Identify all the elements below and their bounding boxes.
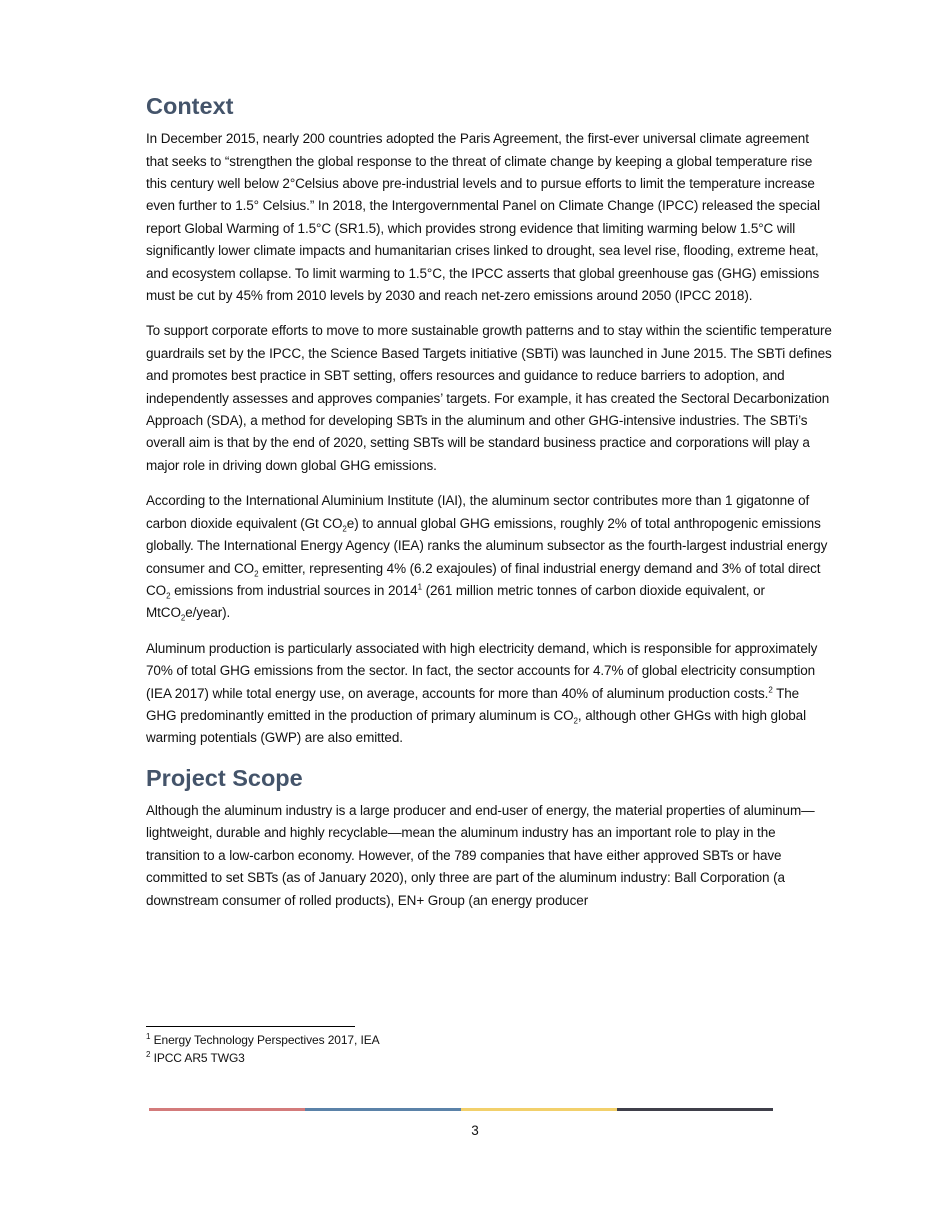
document-body: [146, 92, 832, 925]
paragraph: According to the International Aluminium Institute (IAI), the aluminum sector contributes more than 1 gigatonne of carbon dioxide equivalent (Gt $CO_2e$) to annual global GHG emissions, roughly 2% of total anthropogenic emissions globally. The International Energy Agency (IEA) ranks the aluminum subsector as the fourth-largest industrial energy consumer and $CO_2$ emitter, representing 4% (6.2 exajoules) of final industrial energy demand and 3% of total direct $CO_2$ emissions from industrial sources in 2014$^1$ (261 million metric tonnes of carbon dioxide equivalent, or MtCO$_2$e/year).: [146, 493, 828, 623]
color-segment: [305, 1108, 461, 1111]
paragraph: In December 2015, nearly 200 countries adopted the Paris Agreement, the first-ever universal climate agreement that seeks to “strengthen the global response to the threat of climate change by keeping a global temperature rise this century well below 2°Celsius above pre-industrial levels and to pursue efforts to limit the temperature increase even further to 1.5° Celsius.” In 2018, the Intergovernmental Panel on Climate Change (IPCC) released the special report Global Warming of 1.5°C (SR1.5), which provides strong evidence that limiting warming below 1.5°C will significantly lower climate impacts and humanitarian crises linked to drought, sea level rise, flooding, extreme heat, and ecosystem collapse. To limit warming to 1.5°C, the IPCC asserts that global greenhouse gas (GHG) emissions must be cut by 45% from 2010 levels by 2030 and reach net-zero emissions around 2050 (IPCC 2018).: [146, 131, 820, 304]
color-segment: [149, 1108, 305, 1111]
footnotes: [146, 1026, 832, 1067]
paragraph: Although the aluminum industry is a large producer and end-user of energy, the material properties of aluminum—lightweight, durable and highly recyclable—mean the aluminum industry has an important role to play in the transition to a low-carbon economy. However, of the 789 companies that have either approved SBTs or have committed to set SBTs (as of January 2020), only three are part of the aluminum industry: Ball Corporation (a downstream consumer of rolled products), EN+ Group (an energy producer: [146, 802, 815, 908]
footnote-divider: [146, 1026, 355, 1027]
color-segment: [461, 1108, 617, 1111]
section-heading: Context: [146, 93, 234, 119]
section-heading: Project Scope: [146, 764, 303, 791]
paragraph: Aluminum production is particularly associated with high electricity demand, which is responsible for approximately 70% of total GHG emissions from the sector. In fact, the sector accounts for 4.7% of global electricity consumption (IEA 2017) while total energy use, on average, accounts for more than 40% of aluminum production costs.$^2$ The GHG predominantly emitted in the production of primary aluminum is $CO_2$, although other GHGs with high global warming potentials (GWP) are also emitted.: [146, 640, 818, 746]
section-project-scope: [146, 764, 832, 912]
footnote-1: $^1$ Energy Technology Perspectives 2017, IEA: [146, 1032, 380, 1047]
footnote-2: $^2$ IPCC AR5 TWG3: [146, 1050, 245, 1065]
color-segment: [617, 1108, 773, 1111]
footer-color-bar: [149, 1108, 773, 1111]
paragraph: To support corporate efforts to move to more sustainable growth patterns and to stay within the scientific temperature guardrails set by the IPCC, the Science Based Targets initiative (SBTi) was launched in June 2015. The SBTi defines and promotes best practice in SBT setting, offers resources and guidance to reduce barriers to adoption, and independently assesses and approves companies’ targets. For example, it has created the Sectoral Decarbonization Approach (SDA), a method for developing SBTs in the aluminum and other GHG-intensive industries. The SBTi’s overall aim is that by the end of 2020, setting SBTs will be standard business practice and corporations will play a major role in driving down global GHG emissions.: [146, 323, 832, 473]
section-context: [146, 92, 832, 750]
page-number: 3: [471, 1123, 479, 1138]
